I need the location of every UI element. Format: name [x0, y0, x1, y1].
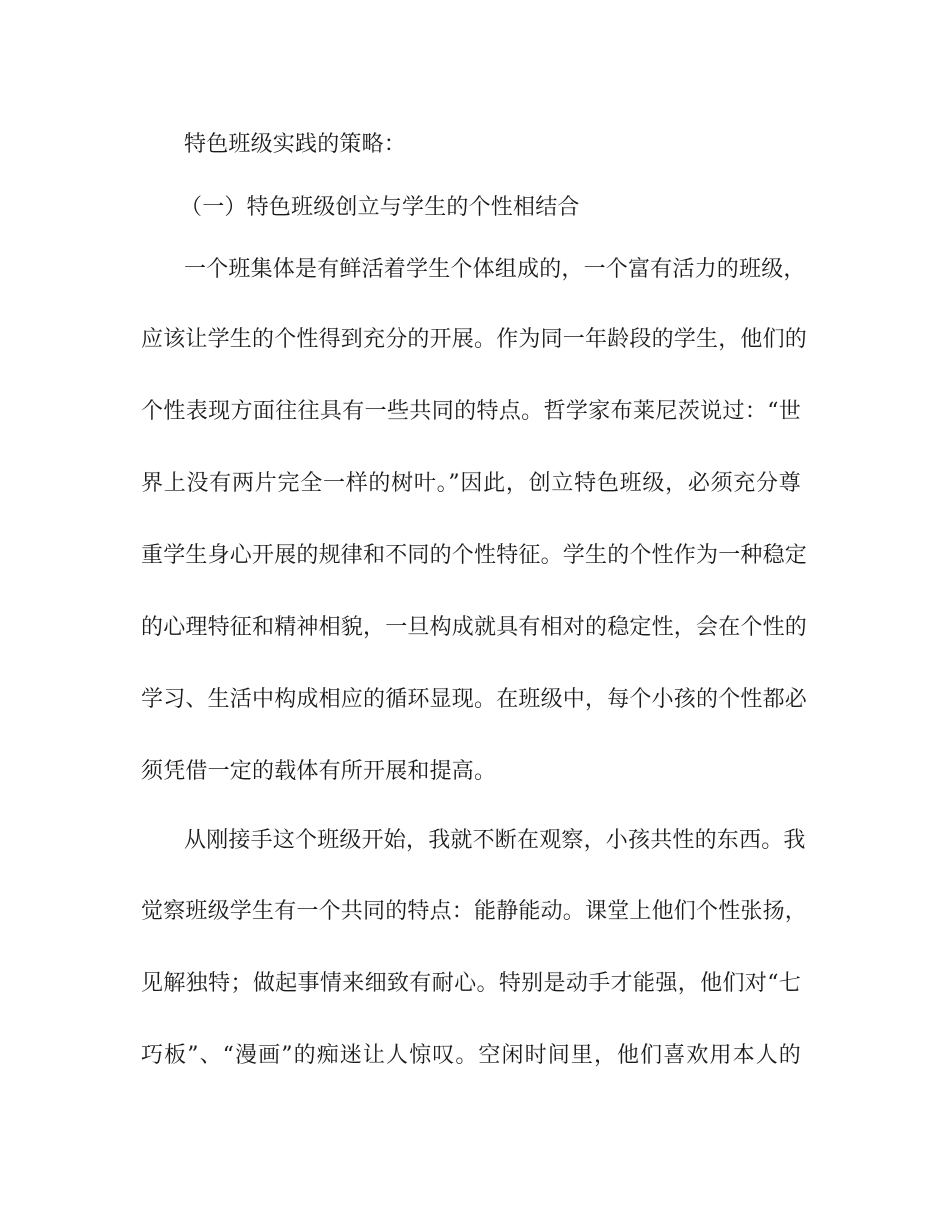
paragraph-line: 个性表现方面往往具有一些共同的特点。哲学家布莱尼茨说过：“世	[141, 399, 801, 424]
paragraph-line: 界上没有两片完全一样的树叶。”因此，创立特色班级，必须充分尊	[141, 471, 801, 496]
paragraph-line: 应该让学生的个性得到充分的开展。作为同一年龄段的学生，他们的	[141, 327, 808, 352]
paragraph-line: 见解独特；做起事情来细致有耐心。特别是动手才能强，他们对“七	[141, 971, 801, 996]
paragraph-line: 的心理特征和精神相貌，一旦构成就具有相对的稳定性，会在个性的	[141, 615, 808, 640]
paragraph-line: 学习、生活中构成相应的循环显现。在班级中，每个小孩的个性都必	[141, 687, 808, 712]
paragraph-line: 从刚接手这个班级开始，我就不断在观察，小孩共性的东西。我	[184, 828, 806, 853]
paragraph-line: 须凭借一定的载体有所开展和提高。	[141, 759, 497, 784]
paragraph-line: 巧板”、“漫画”的痴迷让人惊叹。空闲时间里，他们喜欢用本人的	[141, 1043, 801, 1068]
section-subheading: （一）特色班级创立与学生的个性相结合	[180, 195, 580, 220]
paragraph-line: 觉察班级学生有一个共同的特点：能静能动。课堂上他们个性张扬，	[141, 899, 808, 924]
paragraph-line: 重学生身心开展的规律和不同的个性特征。学生的个性作为一种稳定	[141, 543, 808, 568]
paragraph-line: 一个班集体是有鲜活着学生个体组成的，一个富有活力的班级，	[184, 257, 806, 282]
section-heading: 特色班级实践的策略：	[184, 132, 407, 157]
